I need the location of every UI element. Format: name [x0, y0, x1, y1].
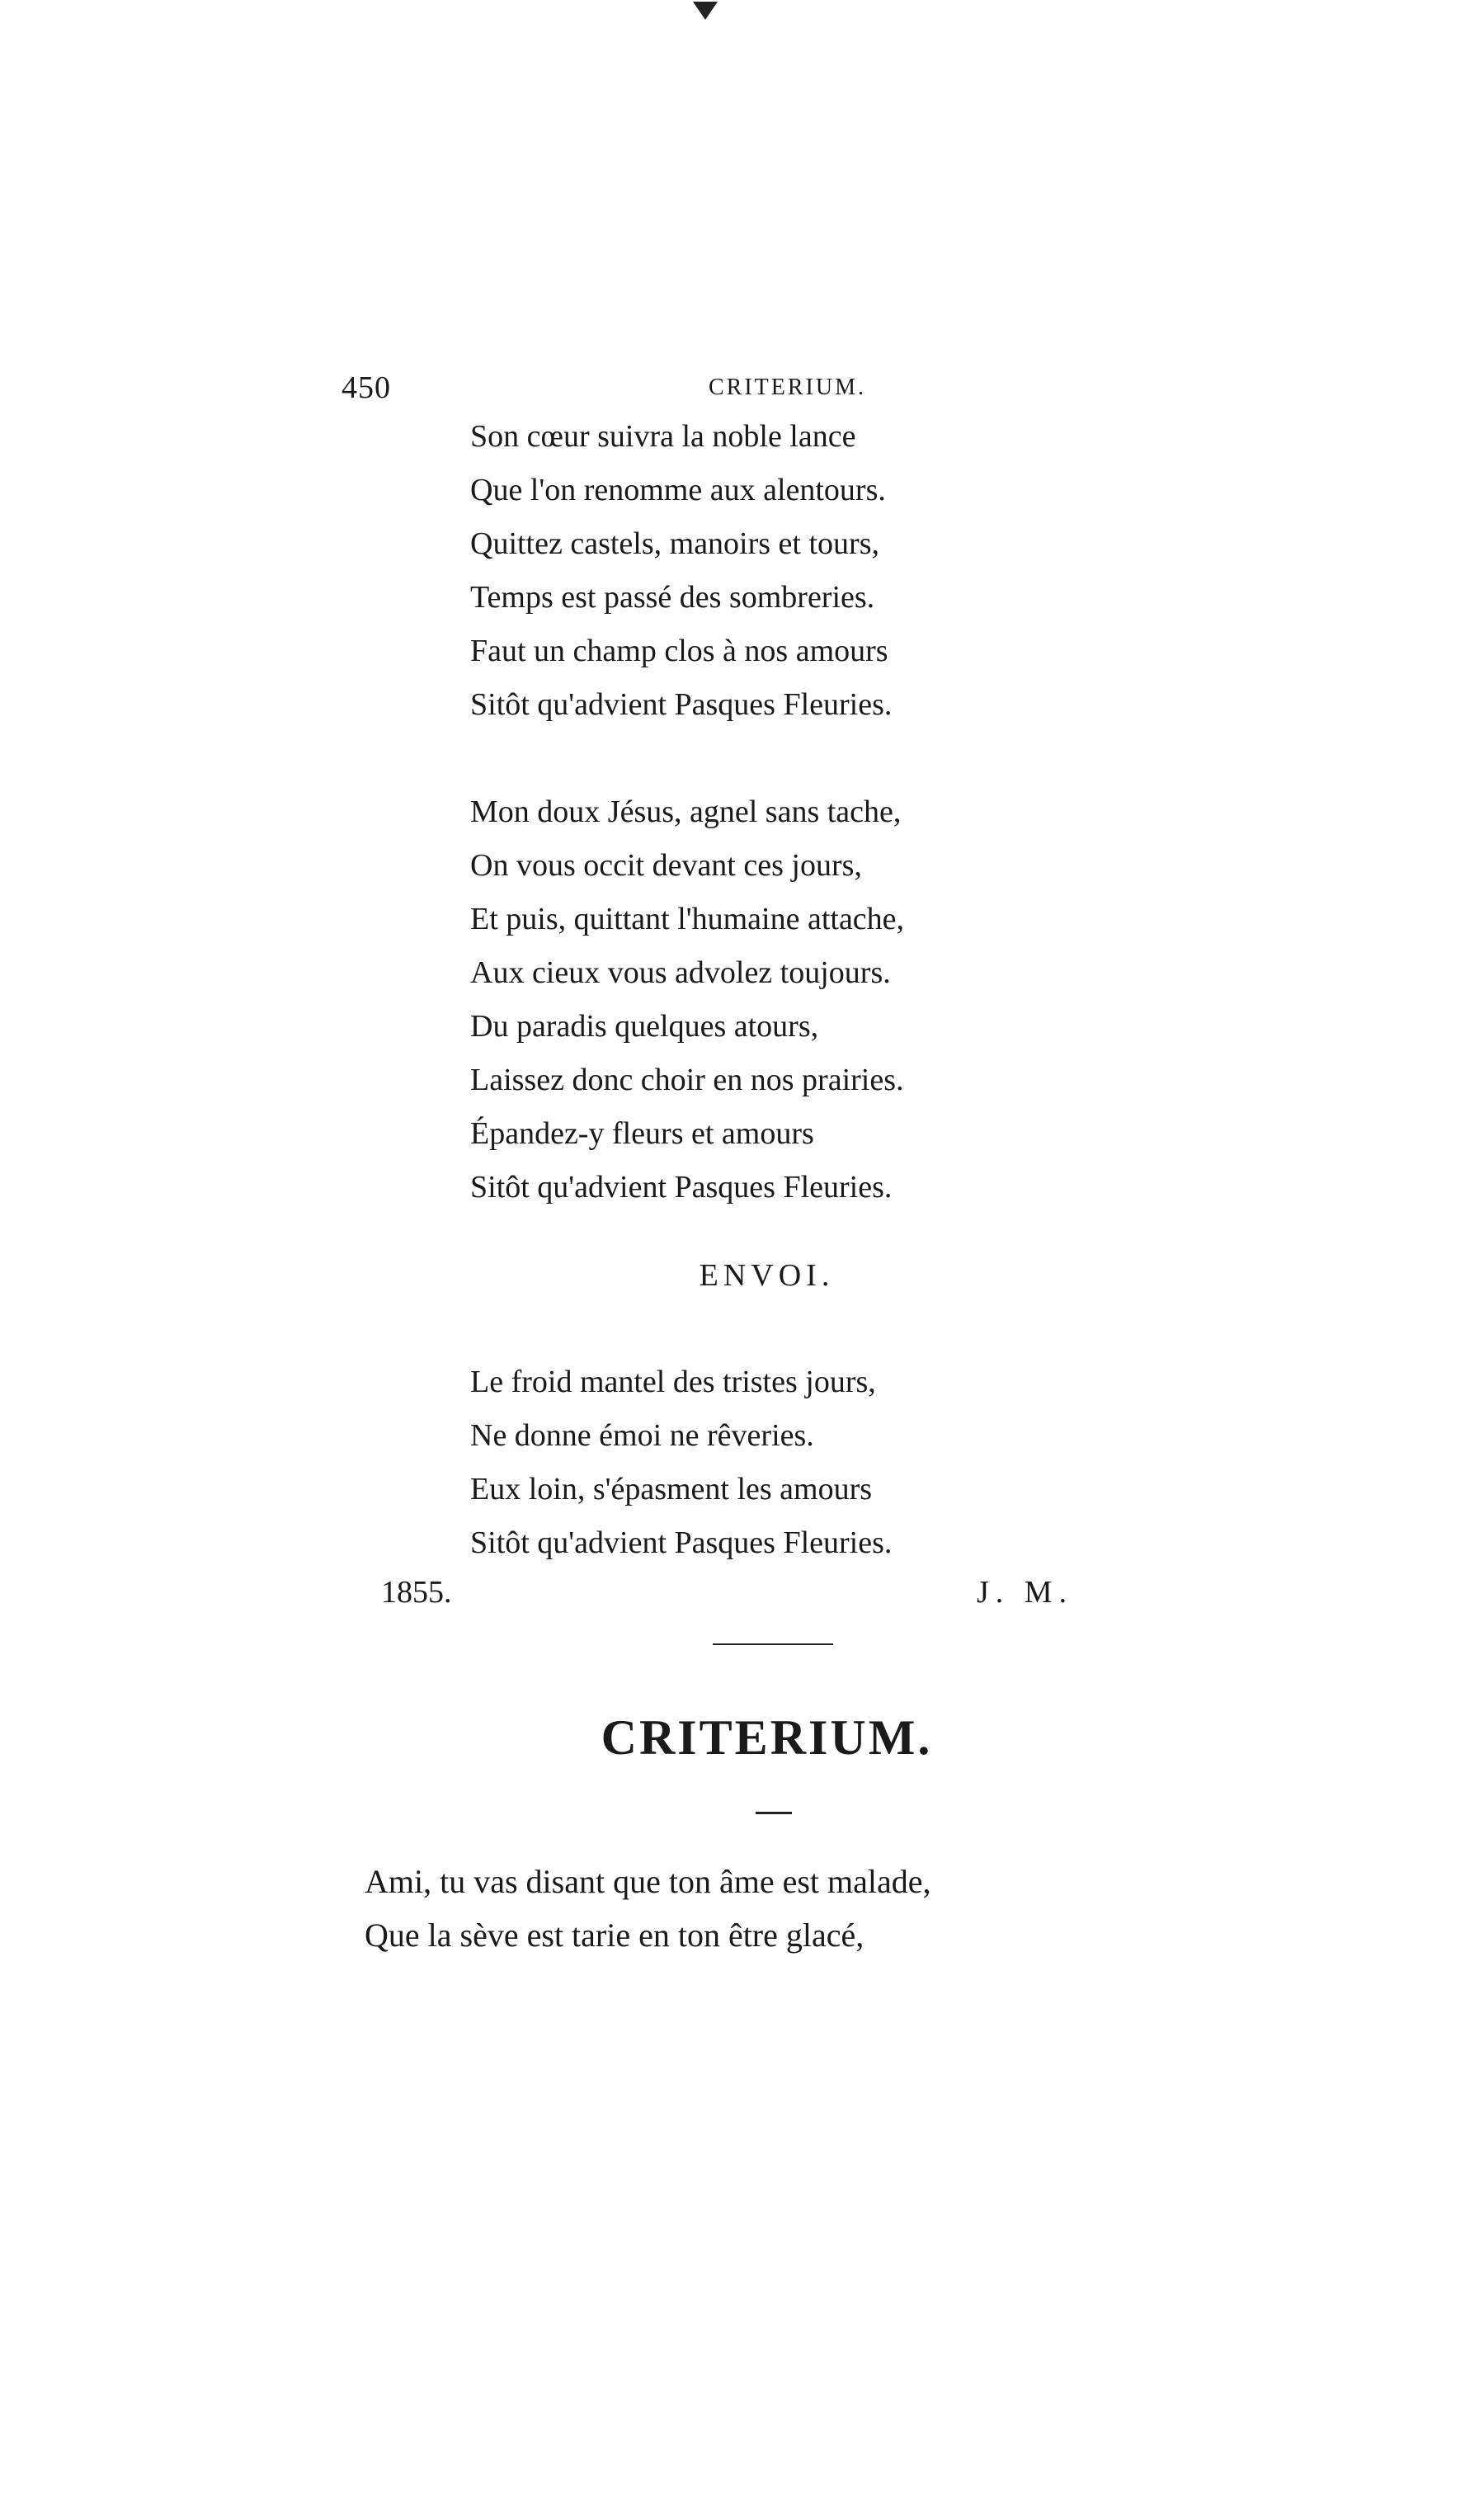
running-title: CRITERIUM. — [709, 375, 866, 400]
section-title: CRITERIUM. — [601, 1710, 933, 1765]
envoi-heading: ENVOI. — [699, 1258, 835, 1293]
verse-line: Ne donne émoi ne rêveries. — [470, 1418, 814, 1453]
verse-line: Sitôt qu'advient Pasques Fleuries. — [470, 1170, 893, 1205]
verse-line: Son cœur suivra la noble lance — [470, 419, 856, 454]
page-number: 450 — [342, 370, 391, 405]
envoi-stanza — [470, 1356, 1130, 1570]
running-head — [342, 370, 1166, 411]
stanza-1 — [470, 410, 1130, 732]
poem-date: 1855. — [381, 1575, 452, 1610]
stanza-2 — [470, 785, 1130, 1214]
printer-mark-icon — [691, 0, 719, 21]
verse-line: Que l'on renomme aux alentours. — [470, 473, 886, 507]
verse-line: Faut un champ clos à nos amours — [470, 634, 888, 668]
verse-line: On vous occit devant ces jours, — [470, 848, 862, 883]
section-divider — [713, 1643, 833, 1645]
verse-line: Sitôt qu'advient Pasques Fleuries. — [470, 687, 893, 722]
verse-line: Du paradis quelques atours, — [470, 1009, 819, 1044]
next-poem-stanza — [365, 1855, 1025, 1962]
title-underline — [756, 1812, 792, 1814]
verse-line: Épandez-y fleurs et amours — [470, 1116, 814, 1151]
verse-line: Temps est passé des sombreries. — [470, 580, 875, 615]
verse-line: Eux loin, s'épasment les amours — [470, 1472, 873, 1506]
verse-line: Sitôt qu'advient Pasques Fleuries. — [470, 1525, 893, 1560]
verse-line: Et puis, quittant l'humaine attache, — [470, 902, 905, 936]
verse-line: Mon doux Jésus, agnel sans tache, — [470, 794, 902, 829]
verse-line: Aux cieux vous advolez toujours. — [470, 955, 891, 990]
poem-signature: J. M. — [977, 1575, 1074, 1610]
verse-line: Quittez castels, manoirs et tours, — [470, 526, 879, 561]
verse-line: Laissez donc choir en nos prairies. — [470, 1063, 904, 1097]
verse-line: Le froid mantel des tristes jours, — [470, 1365, 876, 1399]
verse-line: Que la sève est tarie en ton être glacé, — [365, 1917, 864, 1954]
verse-line: Ami, tu vas disant que ton âme est malade, — [365, 1863, 931, 1900]
